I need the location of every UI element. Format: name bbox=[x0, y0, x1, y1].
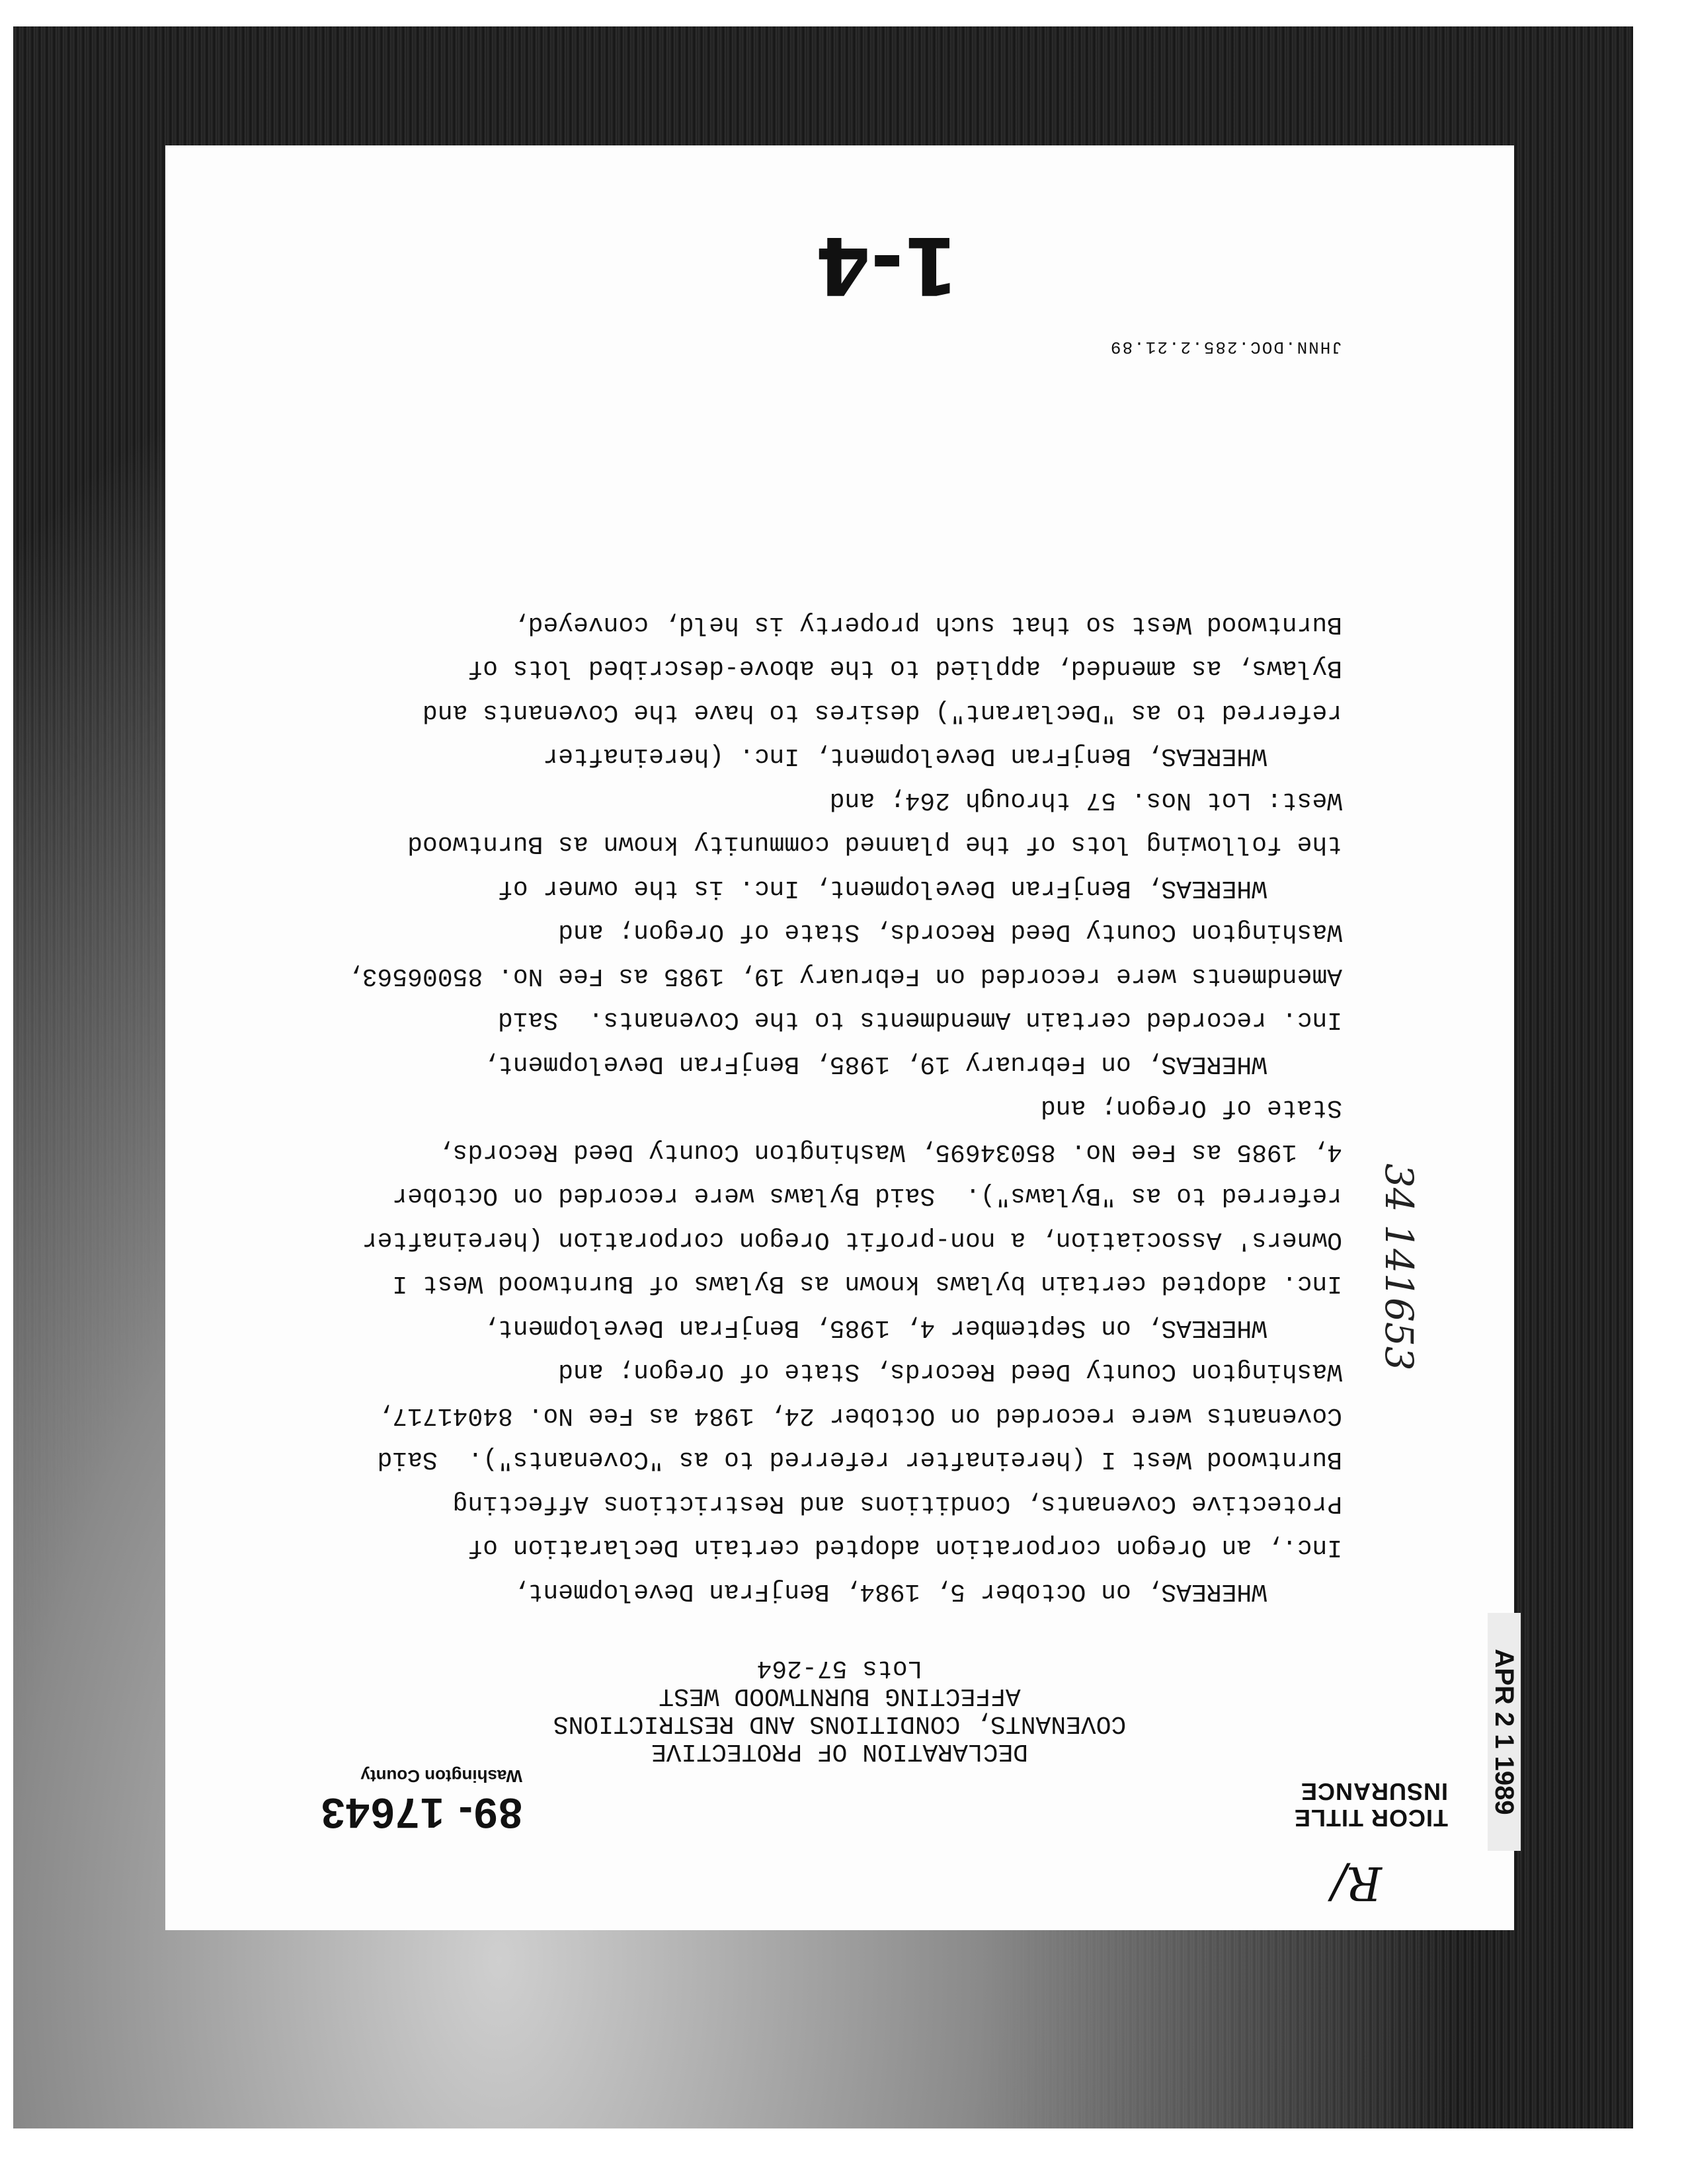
title-line-3: AFFECTING BURNTWOOD WEST bbox=[659, 1682, 1021, 1710]
title-line-1: DECLARATION OF PROTECTIVE bbox=[651, 1737, 1029, 1766]
date-stamp: APR 2 1 1989 bbox=[1488, 1613, 1521, 1851]
handwritten-initials: R/ bbox=[1331, 1856, 1382, 1910]
recording-stamp bbox=[320, 1766, 522, 1838]
document-code: JHNN.DOC.285.2.21.89 bbox=[1109, 337, 1342, 357]
document-title bbox=[165, 1654, 1514, 1765]
rotated-page-content bbox=[165, 145, 1514, 1930]
document-page bbox=[165, 145, 1514, 1930]
title-company-stamp bbox=[1294, 1778, 1448, 1831]
stamp-line-2: INSURANCE bbox=[1300, 1778, 1448, 1805]
recording-number: 89- 17643 bbox=[319, 1789, 522, 1837]
handwritten-page-mark: 1-4 bbox=[815, 219, 959, 311]
stamp-line-1: TICOR TITLE bbox=[1294, 1805, 1448, 1832]
title-line-4: Lots 57-264 bbox=[756, 1654, 923, 1682]
scanned-document-background bbox=[13, 26, 1633, 2128]
handwritten-margin-note: 34 141653 bbox=[1377, 1163, 1422, 1371]
document-body-text: WHEREAS, on October 5, 1984, BenjFran Development, Inc., an Oregon corporation adopted certain Declaration of Protective Covenants, Conditions and Restrictions Affecting Burntwood West I (hereinafter referred to as "Covenants"). Said Covenants were recorded on October 24, 1984 as Fee No. 84041717, Washington County Deed Records, State of Oregon; and WHEREAS, on September 4, 1985, BenjFran Development, Inc. adopted certain bylaws known as Bylaws of Burntwood West I Owners' Association, a non-profit Oregon corporation (hereinafter referred to as "Bylaws"). Said Bylaws were recorded on October 4, 1985 as Fee No. 85034695, Washington County Deed Records, State of Oregon; and WHEREAS, on February 19, 1985, BenjFran Development, Inc. recorded certain Amendments to the Covenants. Said Amendments were recorded on February 19, 1985 as Fee No. 85006563, Washington County Deed Records, State of Oregon; and WHEREAS, BenjFran Development, Inc. is the owner of the following lots of the planned community known as Burntwood West: Lot Nos. 57 through 264; and WHEREAS, BenjFran Development, Inc. (hereinafter referred to as "Declarant") desires to have the Covenants and Bylaws, as amended, applied to the above-described lots of Burntwood West so that such property is held, conveyed, bbox=[346, 610, 1342, 1606]
recording-county: Washington County bbox=[360, 1766, 522, 1786]
title-line-2: COVENANTS, CONDITIONS AND RESTRICTIONS bbox=[553, 1709, 1127, 1738]
